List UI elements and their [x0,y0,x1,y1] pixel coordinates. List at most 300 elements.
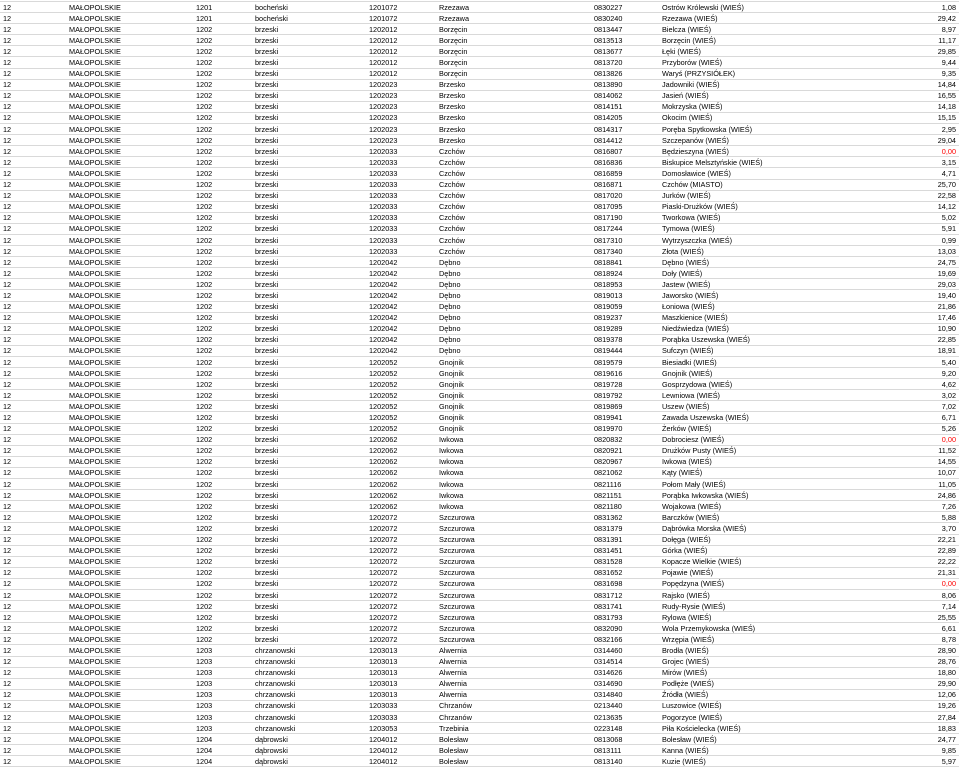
county-code-cell: 1202 [193,190,252,201]
locality-name-cell: Rajsko (WIEŚ) [659,589,820,600]
commune-code-cell: 1202042 [366,345,436,356]
locality-name-cell: Górka (WIEŚ) [659,545,820,556]
locality-code-cell: 0831652 [591,567,659,578]
value-cell: 29,42 [820,13,959,24]
commune-name-cell: Szczurowa [436,567,591,578]
value-cell: 9,20 [820,368,959,379]
commune-name-cell: Szczurowa [436,556,591,567]
region-name-cell: MAŁOPOLSKIE [66,689,193,700]
locality-code-cell: 0821116 [591,479,659,490]
commune-name-cell: Gnojnik [436,368,591,379]
locality-name-cell: Maszkienice (WIEŚ) [659,312,820,323]
county-name-cell: brzeski [252,578,366,589]
county-code-cell: 1203 [193,723,252,734]
locality-name-cell: Doły (WIEŚ) [659,268,820,279]
locality-code-cell: 0819970 [591,423,659,434]
region-name-cell: MAŁOPOLSKIE [66,13,193,24]
county-name-cell: dąbrowski [252,756,366,767]
county-code-cell: 1202 [193,434,252,445]
table-row [0,567,959,578]
region-name-cell: MAŁOPOLSKIE [66,401,193,412]
table-row [0,390,959,401]
county-code-cell: 1203 [193,712,252,723]
county-code-cell: 1202 [193,401,252,412]
table-row [0,13,959,24]
county-name-cell: brzeski [252,567,366,578]
region-name-cell: MAŁOPOLSKIE [66,412,193,423]
commune-code-cell: 1202072 [366,534,436,545]
county-code-cell: 1202 [193,412,252,423]
commune-code-cell: 1202042 [366,334,436,345]
locality-name-cell: Porąbka Iwkowska (WIEŚ) [659,490,820,501]
county-code-cell: 1202 [193,257,252,268]
commune-code-cell: 1202072 [366,545,436,556]
table-row [0,334,959,345]
commune-name-cell: Czchów [436,146,591,157]
locality-name-cell: Jastew (WIEŚ) [659,279,820,290]
locality-name-cell: Łoniowa (WIEŚ) [659,301,820,312]
county-code-cell: 1202 [193,512,252,523]
commune-code-cell: 1202072 [366,612,436,623]
county-name-cell: brzeski [252,290,366,301]
locality-name-cell: Złota (WIEŚ) [659,246,820,257]
county-name-cell: brzeski [252,68,366,79]
locality-name-cell: Piaski-Drużków (WIEŚ) [659,201,820,212]
region-code-cell: 12 [0,634,66,645]
region-code-cell: 12 [0,379,66,390]
region-code-cell: 12 [0,124,66,135]
county-name-cell: brzeski [252,589,366,600]
region-name-cell: MAŁOPOLSKIE [66,301,193,312]
locality-name-cell: Niedźwiedza (WIEŚ) [659,323,820,334]
commune-name-cell: Alwernia [436,678,591,689]
table-row [0,323,959,334]
value-cell: 2,95 [820,124,959,135]
commune-name-cell: Borzęcin [436,46,591,57]
commune-name-cell: Brzesko [436,101,591,112]
commune-name-cell: Rzezawa [436,13,591,24]
table-row [0,68,959,79]
locality-name-cell: Pogorzyce (WIEŚ) [659,712,820,723]
locality-name-cell: Podłęże (WIEŚ) [659,678,820,689]
value-cell: 24,86 [820,490,959,501]
commune-code-cell: 1202033 [366,168,436,179]
region-name-cell: MAŁOPOLSKIE [66,556,193,567]
table-row [0,578,959,589]
region-name-cell: MAŁOPOLSKIE [66,234,193,245]
region-code-cell: 12 [0,545,66,556]
locality-code-cell: 0314840 [591,689,659,700]
county-name-cell: chrzanowski [252,678,366,689]
locality-code-cell: 0818953 [591,279,659,290]
value-cell: 22,22 [820,556,959,567]
locality-name-cell: Brodła (WIEŚ) [659,645,820,656]
county-name-cell: brzeski [252,79,366,90]
value-cell: 13,03 [820,246,959,257]
locality-name-cell: Kopacze Wielkie (WIEŚ) [659,556,820,567]
locality-name-cell: Gnojnik (WIEŚ) [659,368,820,379]
locality-name-cell: Borzęcin (WIEŚ) [659,35,820,46]
table-row [0,268,959,279]
commune-code-cell: 1202052 [366,412,436,423]
county-code-cell: 1202 [193,545,252,556]
locality-name-cell: Kuzie (WIEŚ) [659,756,820,767]
commune-code-cell: 1202012 [366,35,436,46]
region-name-cell: MAŁOPOLSKIE [66,479,193,490]
locality-code-cell: 0819941 [591,412,659,423]
locality-name-cell: Mirów (WIEŚ) [659,667,820,678]
commune-code-cell: 1202033 [366,201,436,212]
commune-name-cell: Iwkowa [436,501,591,512]
locality-code-cell: 0814062 [591,90,659,101]
table-row [0,634,959,645]
commune-name-cell: Dębno [436,279,591,290]
county-name-cell: dąbrowski [252,745,366,756]
value-cell: 0,00 [820,434,959,445]
region-name-cell: MAŁOPOLSKIE [66,368,193,379]
commune-name-cell: Czchów [436,201,591,212]
commune-code-cell: 1202072 [366,578,436,589]
region-code-cell: 12 [0,223,66,234]
commune-code-cell: 1201072 [366,13,436,24]
table-row [0,589,959,600]
county-name-cell: brzeski [252,190,366,201]
region-code-cell: 12 [0,368,66,379]
table-row [0,412,959,423]
locality-name-cell: Zawada Uszewska (WIEŚ) [659,412,820,423]
region-name-cell: MAŁOPOLSKIE [66,456,193,467]
region-name-cell: MAŁOPOLSKIE [66,567,193,578]
value-cell: 8,97 [820,24,959,35]
region-code-cell: 12 [0,301,66,312]
value-cell: 0,00 [820,146,959,157]
table-row [0,79,959,90]
county-code-cell: 1202 [193,79,252,90]
county-code-cell: 1202 [193,567,252,578]
table-row [0,124,959,135]
region-code-cell: 12 [0,423,66,434]
commune-name-cell: Gnojnik [436,357,591,368]
value-cell: 5,02 [820,212,959,223]
commune-code-cell: 1202033 [366,234,436,245]
region-name-cell: MAŁOPOLSKIE [66,700,193,711]
region-name-cell: MAŁOPOLSKIE [66,434,193,445]
table-row [0,279,959,290]
table-row [0,312,959,323]
region-code-cell: 12 [0,445,66,456]
county-code-cell: 1202 [193,90,252,101]
county-name-cell: brzeski [252,268,366,279]
commune-code-cell: 1203013 [366,667,436,678]
region-code-cell: 12 [0,146,66,157]
locality-name-cell: Przyborów (WIEŚ) [659,57,820,68]
region-name-cell: MAŁOPOLSKIE [66,57,193,68]
commune-code-cell: 1202072 [366,623,436,634]
locality-code-cell: 0831712 [591,589,659,600]
table-row [0,157,959,168]
county-name-cell: brzeski [252,523,366,534]
commune-name-cell: Czchów [436,179,591,190]
commune-code-cell: 1202012 [366,46,436,57]
value-cell: 5,40 [820,357,959,368]
county-name-cell: brzeski [252,246,366,257]
table-row [0,201,959,212]
commune-name-cell: Alwernia [436,656,591,667]
region-name-cell: MAŁOPOLSKIE [66,35,193,46]
locality-code-cell: 0831362 [591,512,659,523]
region-code-cell: 12 [0,534,66,545]
county-code-cell: 1202 [193,135,252,146]
value-cell: 6,61 [820,623,959,634]
commune-code-cell: 1202052 [366,357,436,368]
region-name-cell: MAŁOPOLSKIE [66,634,193,645]
value-cell: 9,44 [820,57,959,68]
region-code-cell: 12 [0,589,66,600]
commune-code-cell: 1202072 [366,589,436,600]
locality-name-cell: Pojawie (WIEŚ) [659,567,820,578]
county-name-cell: brzeski [252,179,366,190]
region-name-cell: MAŁOPOLSKIE [66,68,193,79]
county-code-cell: 1202 [193,179,252,190]
locality-name-cell: Rylowa (WIEŚ) [659,612,820,623]
region-name-cell: MAŁOPOLSKIE [66,467,193,478]
county-code-cell: 1202 [193,379,252,390]
locality-name-cell: Okocim (WIEŚ) [659,112,820,123]
table-row [0,689,959,700]
locality-name-cell: Rudy-Rysie (WIEŚ) [659,601,820,612]
region-code-cell: 12 [0,157,66,168]
county-name-cell: brzeski [252,257,366,268]
value-cell: 6,71 [820,412,959,423]
county-name-cell: brzeski [252,445,366,456]
locality-name-cell: Mokrzyska (WIEŚ) [659,101,820,112]
value-cell: 29,90 [820,678,959,689]
county-code-cell: 1202 [193,312,252,323]
county-name-cell: brzeski [252,279,366,290]
region-name-cell: MAŁOPOLSKIE [66,268,193,279]
county-code-cell: 1203 [193,656,252,667]
locality-name-cell: Dębno (WIEŚ) [659,257,820,268]
county-code-cell: 1202 [193,601,252,612]
table-row [0,401,959,412]
county-name-cell: chrzanowski [252,723,366,734]
county-name-cell: brzeski [252,35,366,46]
commune-code-cell: 1202072 [366,601,436,612]
locality-name-cell: Kąty (WIEŚ) [659,467,820,478]
locality-code-cell: 0819869 [591,401,659,412]
county-name-cell: brzeski [252,456,366,467]
region-name-cell: MAŁOPOLSKIE [66,157,193,168]
region-name-cell: MAŁOPOLSKIE [66,357,193,368]
table-row [0,101,959,112]
region-code-cell: 12 [0,723,66,734]
value-cell: 5,26 [820,423,959,434]
county-name-cell: brzeski [252,490,366,501]
county-name-cell: brzeski [252,479,366,490]
locality-code-cell: 0830240 [591,13,659,24]
value-cell: 9,85 [820,745,959,756]
table-row [0,445,959,456]
county-name-cell: brzeski [252,301,366,312]
commune-name-cell: Alwernia [436,689,591,700]
region-code-cell: 12 [0,290,66,301]
value-cell: 25,70 [820,179,959,190]
commune-name-cell: Bolesław [436,734,591,745]
region-code-cell: 12 [0,734,66,745]
locality-name-cell: Tworkowa (WIEŚ) [659,212,820,223]
county-name-cell: brzeski [252,312,366,323]
value-cell: 17,46 [820,312,959,323]
region-code-cell: 12 [0,68,66,79]
value-cell: 5,97 [820,756,959,767]
region-name-cell: MAŁOPOLSKIE [66,257,193,268]
commune-name-cell: Borzęcin [436,24,591,35]
commune-name-cell: Borzęcin [436,35,591,46]
county-name-cell: brzeski [252,556,366,567]
county-code-cell: 1202 [193,35,252,46]
locality-name-cell: Jadowniki (WIEŚ) [659,79,820,90]
region-name-cell: MAŁOPOLSKIE [66,656,193,667]
table-row [0,479,959,490]
locality-code-cell: 0817095 [591,201,659,212]
value-cell: 0,99 [820,234,959,245]
region-code-cell: 12 [0,556,66,567]
region-code-cell: 12 [0,46,66,57]
table-row [0,645,959,656]
county-name-cell: brzeski [252,434,366,445]
region-code-cell: 12 [0,456,66,467]
locality-code-cell: 0831698 [591,578,659,589]
value-cell: 29,04 [820,135,959,146]
locality-name-cell: Wytrzyszczka (WIEŚ) [659,234,820,245]
region-code-cell: 12 [0,612,66,623]
commune-name-cell: Szczurowa [436,634,591,645]
region-code-cell: 12 [0,678,66,689]
county-code-cell: 1204 [193,756,252,767]
value-cell: 22,21 [820,534,959,545]
region-code-cell: 12 [0,234,66,245]
commune-code-cell: 1202052 [366,379,436,390]
region-code-cell: 12 [0,24,66,35]
county-name-cell: chrzanowski [252,700,366,711]
table-row [0,534,959,545]
locality-code-cell: 0223148 [591,723,659,734]
commune-name-cell: Gnojnik [436,379,591,390]
county-code-cell: 1202 [193,490,252,501]
commune-name-cell: Dębno [436,334,591,345]
county-name-cell: brzeski [252,135,366,146]
commune-name-cell: Szczurowa [436,623,591,634]
commune-name-cell: Czchów [436,157,591,168]
locality-name-cell: Gosprzydowa (WIEŚ) [659,379,820,390]
locality-name-cell: Popędzyna (WIEŚ) [659,578,820,589]
table-body [0,2,959,767]
locality-code-cell: 0819444 [591,345,659,356]
region-name-cell: MAŁOPOLSKIE [66,24,193,35]
locality-code-cell: 0814151 [591,101,659,112]
commune-code-cell: 1202033 [366,223,436,234]
commune-name-cell: Brzesko [436,135,591,146]
table-row [0,190,959,201]
region-code-cell: 12 [0,2,66,13]
county-name-cell: chrzanowski [252,667,366,678]
table-row [0,678,959,689]
locality-name-cell: Rzezawa (WIEŚ) [659,13,820,24]
county-code-cell: 1204 [193,734,252,745]
county-code-cell: 1202 [193,556,252,567]
value-cell: 14,12 [820,201,959,212]
county-name-cell: chrzanowski [252,656,366,667]
county-name-cell: brzeski [252,24,366,35]
table-row [0,90,959,101]
region-name-cell: MAŁOPOLSKIE [66,2,193,13]
locality-name-cell: Kanna (WIEŚ) [659,745,820,756]
commune-code-cell: 1202052 [366,423,436,434]
locality-name-cell: Dobrociesz (WIEŚ) [659,434,820,445]
county-name-cell: brzeski [252,623,366,634]
county-code-cell: 1202 [193,456,252,467]
commune-name-cell: Bolesław [436,745,591,756]
region-name-cell: MAŁOPOLSKIE [66,124,193,135]
commune-name-cell: Iwkowa [436,434,591,445]
value-cell: 10,90 [820,323,959,334]
commune-code-cell: 1202042 [366,312,436,323]
commune-code-cell: 1202072 [366,567,436,578]
value-cell: 24,75 [820,257,959,268]
county-name-cell: brzeski [252,379,366,390]
county-code-cell: 1202 [193,357,252,368]
locality-code-cell: 0830227 [591,2,659,13]
value-cell: 15,15 [820,112,959,123]
region-name-cell: MAŁOPOLSKIE [66,523,193,534]
region-code-cell: 12 [0,257,66,268]
county-code-cell: 1202 [193,623,252,634]
commune-name-cell: Brzesko [436,112,591,123]
value-cell: 5,88 [820,512,959,523]
region-name-cell: MAŁOPOLSKIE [66,423,193,434]
value-cell: 10,07 [820,467,959,478]
commune-code-cell: 1202033 [366,157,436,168]
region-name-cell: MAŁOPOLSKIE [66,46,193,57]
value-cell: 4,71 [820,168,959,179]
county-code-cell: 1202 [193,390,252,401]
commune-name-cell: Czchów [436,212,591,223]
commune-name-cell: Borzęcin [436,57,591,68]
locality-code-cell: 0814412 [591,135,659,146]
commune-code-cell: 1202033 [366,212,436,223]
county-code-cell: 1202 [193,423,252,434]
value-cell: 25,55 [820,612,959,623]
commune-code-cell: 1202052 [366,390,436,401]
locality-code-cell: 0817190 [591,212,659,223]
county-name-cell: brzeski [252,345,366,356]
table-row [0,46,959,57]
region-code-cell: 12 [0,135,66,146]
table-row [0,434,959,445]
county-name-cell: brzeski [252,201,366,212]
region-name-cell: MAŁOPOLSKIE [66,312,193,323]
region-code-cell: 12 [0,523,66,534]
region-name-cell: MAŁOPOLSKIE [66,734,193,745]
region-name-cell: MAŁOPOLSKIE [66,512,193,523]
region-name-cell: MAŁOPOLSKIE [66,445,193,456]
table-row [0,545,959,556]
commune-code-cell: 1204012 [366,745,436,756]
table-row [0,257,959,268]
locality-code-cell: 0213635 [591,712,659,723]
value-cell: 11,17 [820,35,959,46]
locality-code-cell: 0819237 [591,312,659,323]
